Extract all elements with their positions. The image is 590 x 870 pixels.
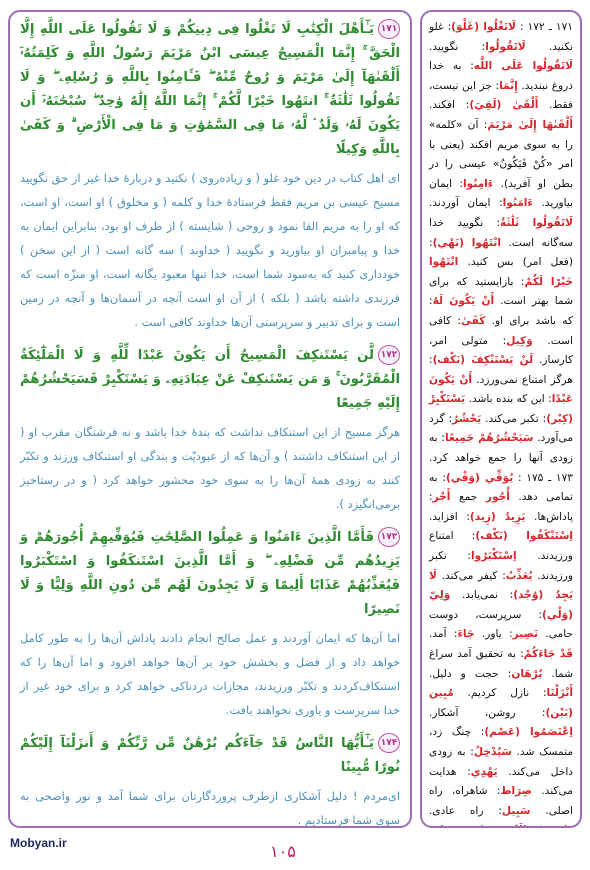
gloss-definition: : نگویید. — [429, 40, 486, 53]
gloss-definition: ۱۷۱ ـ ۱۷۲ : — [515, 21, 573, 33]
gloss-term: ءَامِنُوا — [462, 177, 494, 190]
verse-arabic-text: فَأَمَّا الَّذِينَ ءَامَنُوا وَ عَمِلُوا الصَّٰلِحَٰتِ فَيُوَفِّيهِمْ أُجُورَهُمْ وَ يَزِيدُهُم مِّن فَضْلِهِۦ ۖ وَ أَمَّا الَّذِينَ اسْتَنكَفُوا وَ اسْتَكْبَرُوا فَيُعَذِّبُهُمْ عَذَابًا أَلِيمًا وَ لَا يَجِدُونَ لَهُم مِّن دُونِ اللَّهِ وَلِيًّا وَ لَا نَصِيرًا — [20, 530, 400, 617]
gloss-term: يُوَفِّي (وَفْي) — [445, 471, 514, 484]
gloss-term: لَاتَقُولُوا عَلَى اللَّه — [473, 60, 573, 73]
gloss-definition: : نمی‌یابد. — [450, 589, 514, 602]
gloss-definition: : روشن، آشکار. — [429, 706, 546, 719]
gloss-term: أَنْ يَكُونَ عَبْدًا — [429, 373, 573, 406]
gloss-term: وَلِيّ (وَلْي) — [429, 589, 573, 621]
gloss-definition: : افزاید. — [429, 510, 470, 523]
page-number: ۱۰۵ — [270, 842, 296, 861]
gloss-definition: : تکبر ورزیدند. — [429, 550, 573, 582]
gloss-definition: : تکبر می‌کند. — [481, 412, 547, 425]
gloss-term — [508, 824, 573, 828]
gloss-term: إِنَّمَا — [499, 79, 518, 92]
verse-block — [20, 732, 400, 828]
verses-panel — [8, 10, 412, 828]
gloss-term: أَلْقَىٰ (لَقِيَ) — [469, 99, 539, 112]
gloss-definition: : کافی است. — [429, 314, 573, 347]
gloss-definition: : افکند. — [429, 99, 470, 112]
verse-translation: هرگز مسیح از این استنکاف نداشت که بندهٔ خدا باشد و نه فرشتگان مقرب او ( از این استنکاف داشتند ) و آن‌ها که از عبودیّت و بندگی او استنکاف ورزند و تکبّر کنند به زودی همهٔ آن‌ها را به سوی خود محشور خواهد کرد ( و در رستاخیز برمی‌انگیزد ). — [20, 425, 400, 511]
gloss-term: مُبِين (بَيْن) — [429, 687, 573, 719]
verse-arabic-text: لَّن يَسْتَنكِفَ الْمَسِيحُ أَن يَكُونَ عَبْدًا لِّلَّهِ وَ لَا الْمَلَٰٓئِكَةُ الْمُقَرَّبُونَ ۚ وَ مَن يَسْتَنكِفْ عَنْ عِبَادَتِهِۦ وَ يَسْتَكْبِرْ فَسَيَحْشُرُهُمْ إِلَيْهِ جَمِيعًا — [20, 348, 400, 411]
gloss-term: اِعْتَصَمُوا (عَصْم) — [484, 726, 573, 739]
verse-arabic — [20, 344, 400, 416]
gloss-definition: : امتناع ورزیدند. — [429, 530, 573, 563]
gloss-term: قَدْ جَاءَكُمْ — [523, 648, 573, 660]
gloss-term: صِرَاط — [500, 785, 532, 798]
gloss-definition: : به تحقیق آمد سراغ شما. — [429, 648, 574, 680]
gloss-definition: : هدایت می‌کند. — [429, 765, 573, 798]
gloss-term: اِسْتَنْكَفُوا (نَكْف) — [475, 530, 573, 543]
verse-translation: ای‌مردم ! دلیل آشکاری ازطرف پروردگارتان برای شما آمد و نور واضحی به سوی شما فرستادیم . — [20, 789, 400, 827]
gloss-definition: : به خدا دروغ نبندید. — [429, 60, 573, 92]
gloss-definition: : به زودی آنها را جمع خواهد کرد. — [429, 432, 573, 465]
gloss-definition: جمع — [450, 491, 486, 504]
gloss-definition: : این که بنده باشد. — [465, 393, 552, 406]
gloss-term: يُعَذِّبُ — [505, 569, 533, 582]
verse-arabic-text: يَـٰٓأَهْلَ الْكِتَٰبِ لَا تَغْلُوا فِى دِينِكُمْ وَ لَا تَقُولُوا عَلَى اللَّهِ إِلَّا الْحَقَّ ۚ إِنَّمَا الْمَسِيحُ عِيسَى ابْنُ مَرْيَمَ رَسُولُ اللَّهِ وَ كَلِمَتُهُۥٓ أَلْقَىٰهَآ إِلَىٰ مَرْيَمَ وَ رُوحٌ مِّنْهُ ۖ فَـَٔامِنُوا بِاللَّهِ وَ رُسُلِهِۦ ۖ وَ لَا تَقُولُوا ثَلَٰثَةٌ ۚ انتَهُوا خَيْرًا لَّكُمْ ۚ إِنَّمَا اللَّهُ إِلَٰهٌ وَٰحِدٌ ۖ سُبْحَٰنَهُۥٓ أَن يَكُونَ لَهُۥ وَلَدٌ ۘ لَّهُۥ مَا فِى السَّمَٰوَٰتِ وَ مَا فِى الْأَرْضِ ۗ وَ كَفَىٰ بِاللَّهِ وَكِيلًا — [20, 22, 400, 157]
verse-block — [20, 526, 400, 722]
gloss-term: أُجُور — [485, 491, 510, 504]
gloss-term: لَاتَقُولُوا ثَلَٰثَةٌ — [500, 216, 573, 229]
gloss-term: لَاتَغْلُوا (غَلْوَ) — [451, 21, 516, 33]
verse-number-badge: ۱۷۱ — [378, 19, 400, 39]
verse-arabic — [20, 732, 400, 780]
gloss-definition: : متولی امر، کارساز. — [429, 334, 574, 367]
verse-arabic-text: يَـٰٓأَيُّهَا النَّاسُ قَدْ جَآءَكُم بُرْهَٰنٌ مِّن رَّبِّكُمْ وَ أَنزَلْنَآ إِلَيْكُمْ نُورًا مُّبِينًا — [20, 736, 400, 775]
gloss-definition: : پاداش‌ها. — [429, 491, 574, 523]
gloss-term: يَحْشُرُ — [452, 412, 482, 425]
gloss-definition: : گرد می‌آورد. — [429, 412, 573, 445]
verse-arabic — [20, 18, 400, 162]
glossary-text — [429, 18, 573, 828]
gloss-term: جَاءَ — [457, 628, 475, 641]
gloss-term: أَلْقَىٰهَا إِلَىٰ مَرْيَمَ — [487, 118, 573, 131]
gloss-term: أَنْ يَكُونَ لَهُ — [432, 295, 495, 308]
verse-arabic — [20, 526, 400, 622]
verse-block — [20, 18, 400, 334]
gloss-term: لَا يَجِدُ (وُجْد) — [429, 569, 573, 602]
gloss-definition: : نگویید خدا سه‌گانه است. — [429, 216, 573, 249]
gloss-term: نَصِير — [512, 628, 538, 641]
gloss-term: وَكِيل — [506, 334, 533, 347]
gloss-definition: : حجت و دلیل. — [429, 667, 512, 680]
gloss-term: كَفَىٰ — [460, 314, 486, 327]
gloss-definition: : آمد. — [429, 628, 458, 641]
gloss-term: انْتَهُوا (نَهْي) — [432, 236, 501, 249]
gloss-definition: : هرگز امتناع نمی‌ورزد. — [429, 354, 573, 386]
gloss-term: يَسْتَكْبِرْ (كِبْر) — [429, 393, 573, 425]
gloss-term: ءَامَنُوا — [502, 197, 533, 210]
verse-number-badge: ۱۷۴ — [378, 733, 400, 753]
verse-list — [20, 18, 400, 828]
gloss-term: اِسْتَكْبَرُوا — [471, 550, 517, 563]
gloss-definition: : نازل کردیم. — [453, 687, 547, 700]
gloss-definition: : شاهراه، راه اصلی. — [429, 785, 574, 817]
site-watermark: Mobyan.ir — [10, 836, 67, 850]
gloss-definition: : چنگ زد، متمسک شد. — [429, 726, 573, 758]
gloss-term: سَبِيل — [501, 804, 531, 817]
gloss-definition: ۱۷۳ ـ ۱۷۵ : — [513, 471, 573, 484]
glossary-panel — [420, 10, 582, 828]
gloss-term: بُرْهَان — [511, 667, 543, 680]
verse-block — [20, 344, 400, 516]
gloss-definition: : بازایستید که برای شما بهتر است. — [429, 275, 574, 308]
gloss-definition: : به تمامی دهد. — [429, 471, 573, 504]
gloss-definition: : ایمان بیاورید. — [429, 177, 573, 210]
gloss-definition: : (فعل امر) بس کنید. — [429, 236, 573, 269]
verse-translation: ای اهل کتاب در دین خود غلو ( و زیاده‌روی ) نکنید و دربارهٔ خدا غیر از حق نگویید مسیح عیسی بن مریم فقط فرستادهٔ خدا و کلمه ( و مخلوق ) او است، او است، که او را به مریم القا نمود و روحی ( شایسته ) از طرف او بود، بنابراین ایمان به خدا و پیامبران او بیاورید و نگویید ( خداوند ) سه گانه است ( از این سخن ) خودداری کنید که به‌سود شما است، خدا تنها معبود یگانه است، او منزّه است که فرزندی داشته باشد ( بلکه ) از آن او است آنچه در آسمان‌ها و آنچه در زمین است و برای تدبیر و سرپرستی آن‌ها خداوند کافی است . — [20, 171, 400, 329]
gloss-term: لَنْ يَسْتَنْكِفَ (نَكْف) — [432, 354, 534, 367]
gloss-term: سَيُدْخِلُ — [473, 745, 512, 758]
gloss-definition: : ایمان آوردند. — [429, 197, 503, 210]
gloss-definition: : که باشد برای او. — [429, 295, 574, 327]
gloss-term: انْتَهُوا خَيْرًا لَكُمْ — [429, 256, 573, 288]
gloss-term: يَهْدِي — [470, 765, 498, 778]
gloss-term: لَاتَقُولُوا — [485, 40, 526, 53]
gloss-definition: : آن «کلمه» را به سوی مریم افکند (یعنی با امر «کُنْ فَيَكُونُ» عیسی را در بطن او آفرید). — [429, 118, 573, 190]
gloss-definition: : کیفر می‌کند. — [436, 569, 506, 582]
gloss-term: يَزِيدُ (زِيد) — [469, 510, 526, 523]
gloss-definition: : راه عادی. — [429, 804, 502, 817]
verse-number-badge: ۱۷۲ — [378, 345, 400, 365]
gloss-definition: : جز این نیست، فقط. — [429, 79, 573, 112]
gloss-definition: : یاور. — [474, 628, 513, 641]
gloss-definition: : سرپرست، دوست حامی. — [429, 608, 573, 641]
gloss-term: سَيَحْشُرُهُمْ جَمِيعًا — [444, 432, 534, 445]
verse-translation: اما آن‌ها که ایمان آوردند و عمل صالح انجام دادند پاداش آن‌ها را به طور کامل خواهد داد و از فضل و بخشش خود بر آن‌ها خواهد افزود و اما آن‌ها را که استنکاف‌کردند و تکبّر ورزیدند، مجازات دردناکی خواهد کرد و برای خود غیر از خدا سرپرست و یاوری نخواهند یافت. — [20, 631, 400, 717]
gloss-term: أَجْر — [432, 491, 451, 504]
gloss-definition: : به زودی داخل می‌کند. — [429, 745, 573, 778]
verse-number-badge: ۱۷۳ — [378, 527, 400, 547]
gloss-term: أَنْزَلْنَا — [546, 687, 573, 700]
gloss-definition: : غلو نکنید. — [429, 21, 573, 53]
